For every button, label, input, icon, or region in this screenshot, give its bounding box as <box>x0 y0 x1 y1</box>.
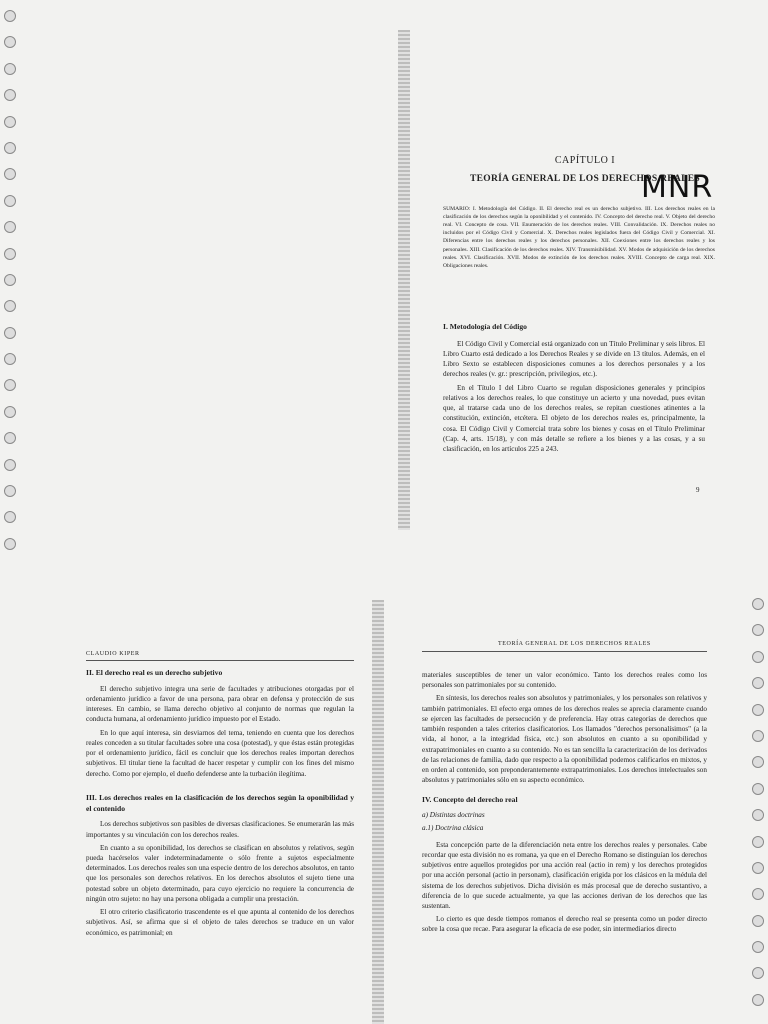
paragraph: Los derechos subjetivos son pasibles de diversas clasificaciones. Se enumerarán las más importantes y su vinculación con los derechos reales. <box>86 820 354 839</box>
book-spine-top <box>398 30 410 530</box>
paragraph: En el Título I del Libro Cuarto se regulan disposiciones generales y principios relativos a los derechos reales, lo que constituye un acierto y una novedad, pues evitan que, al tratarse cada uno de los derechos reales, se repitan cuestiones atinentes a la constitución, extinción, etcétera. El objeto de los derechos reales es, principalmente, la cosa. El Código Civil y Comercial trata sobre los bienes y cosas en el Título Preliminar (Cap. 4, arts. 15/18), y con más detalle se refiere a los bienes y a las cosas, y a su clasificación, en los artículos 225 a 243. <box>443 383 705 453</box>
header-rule <box>422 651 707 652</box>
section-heading: I. Metodología del Código <box>443 322 527 331</box>
chapter-label: CAPÍTULO I <box>554 155 616 166</box>
paragraph: En síntesis, los derechos reales son absolutos y patrimoniales, y los personales son relativos y también patrimoniales. El efecto erga omnes de los derechos reales se aprecia claramente cuando se ejercen las facultades de persecución y de preferencia. Hay otras categorías de derechos que también responden a tales criterios clasificatorios. Los llamados "derechos personalísimos" (a la vida, al honor, a la integridad física, etc.) son absolutos en cuanto a su oponibilidad y extrapatrimoniales en cuanto a su contenido. No es tan sencilla la caracterización de los derivados de las relaciones de familia, dado que respecto a la oponibilidad podemos calificarlos en mixtos, y en orden al contenido, son preponderantemente extrapatrimoniales. Los derechos intelectuales son absolutos y patrimoniales sólo en su aspecto económico. <box>422 694 707 785</box>
binding-holes-right <box>752 598 766 1006</box>
section-heading: II. El derecho real es un derecho subjetivo <box>86 668 223 677</box>
paragraph: Lo cierto es que desde tiempos romanos el derecho real se presenta como un poder directo sobre la cosa que recae. Para asegurar la eficacia de ese poder, sin intermediarios directo <box>422 915 707 934</box>
running-head-left: CLAUDIO KIPER <box>86 651 140 657</box>
book-spine-bottom <box>372 600 384 1024</box>
paragraph: En cuanto a su oponibilidad, los derechos se clasifican en absolutos y relativos, según pueda hacérselos valer indeterminadamente o sólo frente a sujetos especialmente determinados. Los derechos reales son una especie dentro de los derechos absolutos, en tanto que los personales son derechos relativos. En los derechos absolutos el sujeto tiene una potestad sobre un objeto determinado, para cuyo ejercicio no requiere la concurrencia de ningún otro sujeto: no hay una persona obligada a cumplir una prestación. <box>86 843 354 903</box>
header-rule <box>86 660 354 661</box>
chapter-summary: SUMARIO: I. Metodología del Código. II. El derecho real es un derecho subjetivo. III. Los derechos reales en la clasificación de los derechos según la oponibilidad y el contenido. IV. Concepto del derecho real. V. Objeto del derecho real. VI. Concepto de cosa. VII. Enumeración de los derechos reales. VIII. Convalidación. IX. Derechos reales no incluidos por el Código Civil y Comercial. X. Derechos reales legislados fuera del Código Civil y Comercial. XI. Diferencias entre los derechos reales y los derechos personales. XII. Coexiones entre los derechos reales y los personales. XIII. Clasificación de los derechos reales. XIV. Transmisibilidad. XV. Modos de adquisición de los derechos reales. XVI. Clasificación. XVII. Modos de extinción de los derechos reales. XVIII. Concepto de carga real. XIX. Obligaciones reales. <box>443 206 715 269</box>
subheading: a.1) Doctrina clásica <box>422 824 484 833</box>
section-heading: IV. Concepto del derecho real <box>422 795 518 805</box>
paragraph: El otro criterio clasificatorio trascendente es el que apunta al contenido de los derechos subjetivos. Así, se afirma que si el objeto de tales derechos se traduce en un valor económico, es patrimonial; en <box>86 908 354 937</box>
paragraph: materiales susceptibles de tener un valor económico. Tanto los derechos reales como los personales son patrimoniales por su contenido. <box>422 671 707 690</box>
paragraph: El Código Civil y Comercial está organizado con un Título Preliminar y seis libros. El Libro Cuarto está dedicado a los Derechos Reales y se divide en 13 títulos. Además, en el Libro Sexto se establecen disposiciones comunes a los derechos personales y a los derechos reales (v. gr.: prescripción, privilegios, etc.). <box>443 339 705 379</box>
page3-body <box>422 670 707 938</box>
handwritten-initials: MNR <box>641 170 714 205</box>
page1-body <box>443 322 705 457</box>
paragraph: El derecho subjetivo integra una serie de facultades y atribuciones otorgadas por el ordenamiento jurídico a favor de una persona, para obrar en defensa y protección de sus intereses. En cambio, se llama derecho objetivo al conjunto de normas que regulan la conducta humana, al ordenamiento jurídico impuesto por el Estado. <box>86 684 354 724</box>
running-head-right: TEORÍA GENERAL DE LOS DERECHOS REALES <box>498 641 651 647</box>
paragraph: En lo que aquí interesa, sin desviarnos del tema, teniendo en cuenta que los derechos reales conceden a su titular facultades sobre una cosa (potestad), y que éstas están protegidas por el ordenamiento jurídico, fácil es concluir que los derechos reales importan derechos subjetivos. El titular tiene la facultad de hacer respetar y cumplir con los fines del mismo derecho. Como por ejemplo, el dueño defenderse ante la turbación ilegítima. <box>86 728 354 778</box>
page2-body <box>86 668 354 941</box>
subheading: a) Distintas doctrinas <box>422 811 485 820</box>
chapter-title: TEORÍA GENERAL DE LOS DERECHOS REALES <box>470 174 700 184</box>
page-number: 9 <box>696 486 700 494</box>
paragraph: Esta concepción parte de la diferenciación neta entre los derechos reales y personales. Cabe recordar que esta división no es romana, ya que en el Derecho Romano se distinguían los derechos subjetivos entre aquellos protegidos por una acción real (actio in rem) y los derechos protegidos por una acción personal (actio in personam), clasificación erigida por los clásicos en la médula del sistema de los derechos subjetivos. Dicha división es más procesal que de derecho sustantivo, a diferencia de lo que sucede actualmente, ya que las acciones derivan de los derechos que las sustentan. <box>422 840 707 910</box>
binding-holes-left <box>4 10 18 550</box>
section-heading: III. Los derechos reales en la clasificación de los derechos según la oponibilidad y el contenido <box>86 792 354 813</box>
